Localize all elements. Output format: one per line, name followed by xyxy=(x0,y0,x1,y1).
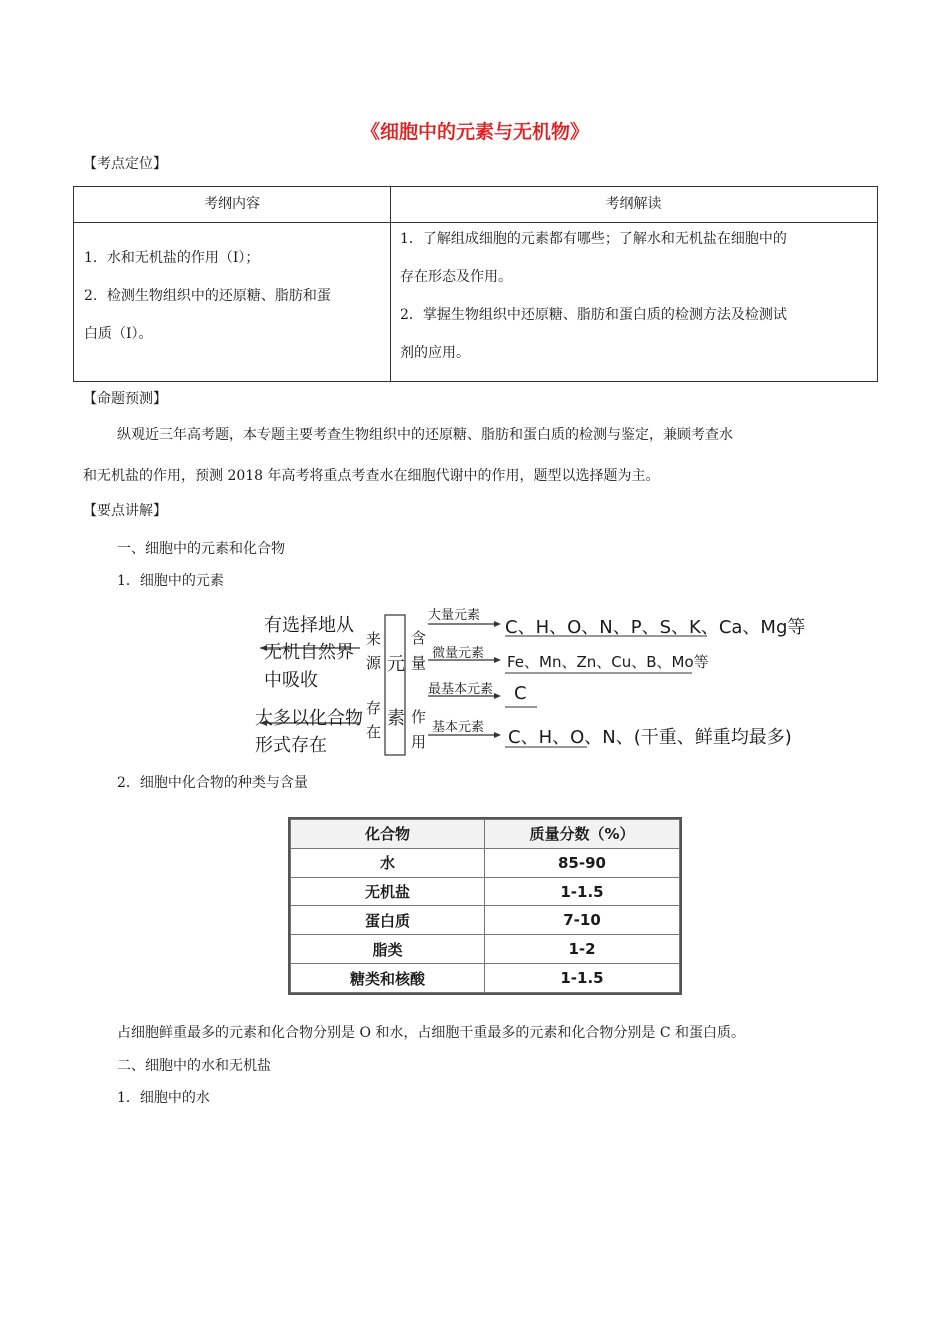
outline-left-line: 白质（Ⅰ）。 xyxy=(84,326,153,342)
source-line: 中吸收 xyxy=(264,670,318,691)
table-cell: 脂类 xyxy=(291,935,485,964)
section-yaodian: 【要点讲解】 xyxy=(83,503,167,519)
exist-line: 形式存在 xyxy=(255,735,327,756)
label-liang: 量 xyxy=(411,654,427,672)
label-yuan: 源 xyxy=(366,654,382,672)
outline-right-line: 剂的应用。 xyxy=(400,345,470,361)
label-element: 素 xyxy=(387,708,405,729)
label-zai: 在 xyxy=(366,723,382,741)
label-cun: 存 xyxy=(366,699,382,717)
outline-divider xyxy=(390,187,391,381)
section-mingti: 【命题预测】 xyxy=(83,391,167,407)
branch-value: C、H、O、N、(干重、鲜重均最多) xyxy=(508,727,792,748)
table-cell: 水 xyxy=(291,848,485,877)
table-cell: 7-10 xyxy=(485,906,680,935)
table-cell: 85-90 xyxy=(485,848,680,877)
table-cell: 1-1.5 xyxy=(485,964,680,993)
branch-label: 大量元素 xyxy=(428,608,481,623)
label-han: 含 xyxy=(411,629,427,647)
table-row xyxy=(291,906,680,935)
section-kaodian: 【考点定位】 xyxy=(83,156,167,172)
exist-line: 大多以化合物 xyxy=(255,708,363,729)
branch-label: 基本元素 xyxy=(432,720,485,735)
table-row xyxy=(291,848,680,877)
table-row xyxy=(291,964,680,993)
table-cell: 糖类和核酸 xyxy=(291,964,485,993)
branch-value: C xyxy=(514,683,527,704)
source-line: 无机自然界 xyxy=(264,642,354,663)
table-row xyxy=(291,935,680,964)
heading-water-salts: 二、细胞中的水和无机盐 xyxy=(117,1058,271,1074)
branch-value: C、H、O、N、P、S、K、Ca、Mg等 xyxy=(505,617,806,638)
branch-value: Fe、Mn、Zn、Cu、B、Mo等 xyxy=(507,653,709,671)
outline-right-line: 1．了解组成细胞的元素都有哪些；了解水和无机盐在细胞中的 xyxy=(400,231,787,247)
outline-header-interpretation: 考纲解读 xyxy=(390,187,877,223)
table-row xyxy=(291,877,680,906)
outline-left-line: 1．水和无机盐的作用（Ⅰ）； xyxy=(84,250,260,266)
document-title: 《细胞中的元素与无机物》 xyxy=(360,121,589,143)
compound-table xyxy=(288,817,682,995)
heading-elements-compounds: 一、细胞中的元素和化合物 xyxy=(117,541,285,557)
outline-header-content: 考纲内容 xyxy=(74,187,390,223)
table-cell: 无机盐 xyxy=(291,877,485,906)
outline-right-line: 2．掌握生物组织中还原糖、脂肪和蛋白质的检测方法及检测试 xyxy=(400,307,787,323)
branch-label: 最基本元素 xyxy=(428,682,494,697)
summary-text: 占细胞鲜重最多的元素和化合物分别是 O 和水，占细胞干重最多的元素和化合物分别是 C 和蛋白质。 xyxy=(117,1025,745,1041)
table-header-cell: 质量分数（%） xyxy=(485,820,680,849)
table-header-cell: 化合物 xyxy=(291,820,485,849)
label-zuo: 作 xyxy=(411,708,427,726)
source-line: 有选择地从 xyxy=(264,615,354,636)
outline-right-line: 存在形态及作用。 xyxy=(400,269,512,285)
branch-label: 微量元素 xyxy=(432,646,485,661)
outline-left-line: 2．检测生物组织中的还原糖、脂肪和蛋 xyxy=(84,288,331,304)
table-cell: 蛋白质 xyxy=(291,906,485,935)
heading-cell-elements: 1．细胞中的元素 xyxy=(117,573,224,589)
elements-diagram xyxy=(252,600,806,760)
outline-table xyxy=(73,186,878,382)
table-cell: 1-1.5 xyxy=(485,877,680,906)
label-yong: 用 xyxy=(411,733,427,751)
table-cell: 1-2 xyxy=(485,935,680,964)
table-header-row xyxy=(291,820,680,849)
heading-cell-water: 1．细胞中的水 xyxy=(117,1090,210,1106)
prediction-line: 纵观近三年高考题，本专题主要考查生物组织中的还原糖、脂肪和蛋白质的检测与鉴定，兼顾考查水 xyxy=(117,427,733,443)
prediction-line: 和无机盐的作用，预测 2018 年高考将重点考查水在细胞代谢中的作用，题型以选择题为主。 xyxy=(83,468,660,484)
label-lai: 来 xyxy=(366,630,382,648)
label-element: 元 xyxy=(387,654,405,675)
heading-compounds: 2．细胞中化合物的种类与含量 xyxy=(117,775,308,791)
